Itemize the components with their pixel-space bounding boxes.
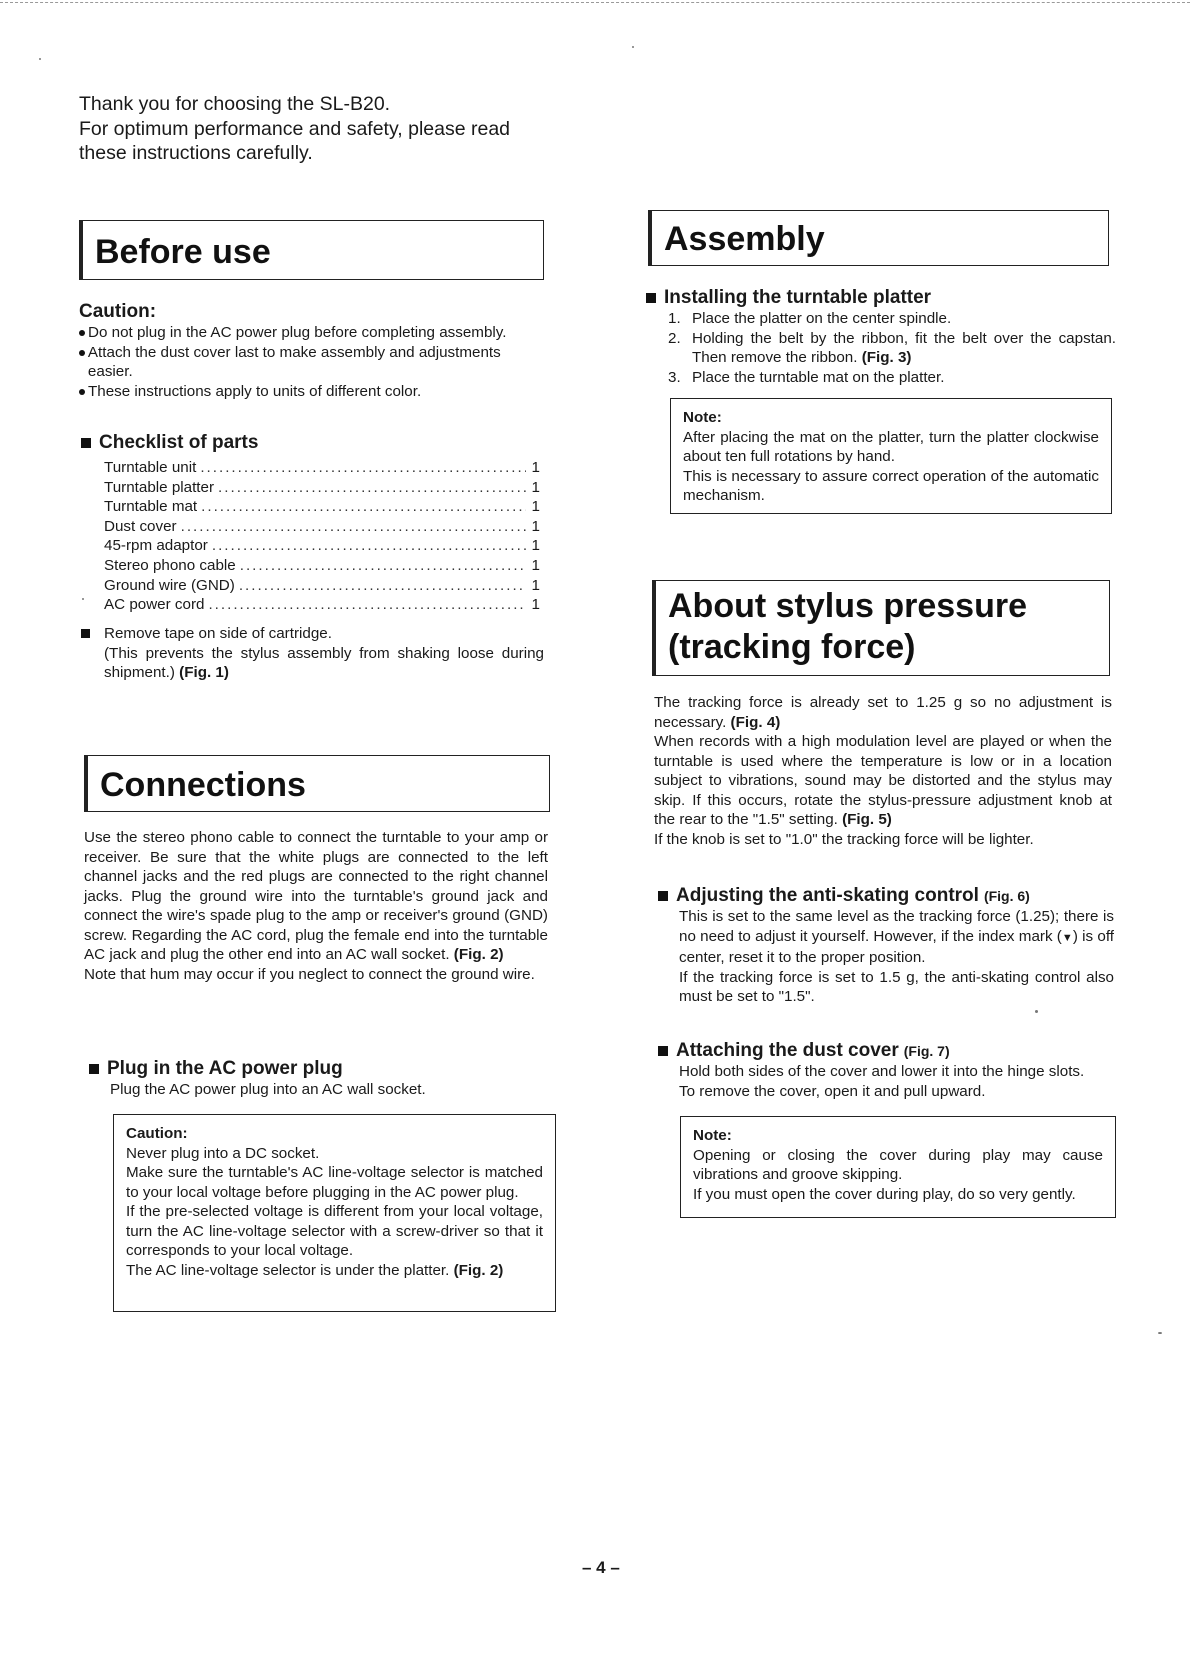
note-title: Note: bbox=[693, 1127, 732, 1144]
checklist-item-name: Ground wire (GND) bbox=[104, 576, 235, 594]
square-bullet-icon bbox=[81, 438, 91, 448]
leader-dots bbox=[218, 478, 526, 498]
note-line: After placing the mat on the platter, turn the platter clockwise about ten full rotations by hand. bbox=[683, 428, 1099, 465]
checklist-item bbox=[104, 595, 540, 615]
checklist-item-qty: 1 bbox=[531, 498, 540, 516]
intro bbox=[79, 92, 559, 166]
step: 2. Holding the belt by the ribbon, fit the belt over the capstan. Then remove the ribbon. (Fig. 3) bbox=[668, 329, 1116, 366]
checklist-item-name: Turntable unit bbox=[104, 459, 197, 476]
plug-text: Plug the AC power plug into an AC wall socket. bbox=[110, 1081, 426, 1098]
fig-ref: (Fig. 3) bbox=[861, 349, 912, 366]
fig-ref: (Fig. 2) bbox=[453, 946, 504, 963]
square-bullet-icon bbox=[658, 1046, 668, 1056]
intro-line: these instructions carefully. bbox=[79, 142, 313, 164]
fig-ref: (Fig. 5) bbox=[842, 811, 892, 828]
bullet-dot-icon bbox=[79, 389, 85, 395]
caution-title: Caution: bbox=[79, 301, 157, 322]
checklist-item-qty: 1 bbox=[531, 537, 540, 555]
step: 3. Place the turntable mat on the platter. bbox=[668, 368, 945, 386]
platter-title: Installing the turntable platter bbox=[646, 287, 1116, 309]
caution-line: The AC line-voltage selector is under the platter. bbox=[126, 1261, 450, 1279]
checklist-item-name: AC power cord bbox=[104, 596, 205, 614]
checklist-item bbox=[104, 458, 540, 478]
platter-steps bbox=[646, 309, 1116, 387]
plug-title: Plug in the AC power plug bbox=[89, 1058, 549, 1080]
stylus-para: The tracking force is already set to 1.25 g so no adjustment is necessary. bbox=[654, 694, 1112, 731]
stylus-text bbox=[654, 693, 1112, 849]
checklist bbox=[104, 458, 540, 615]
before-use-caution bbox=[79, 301, 544, 401]
stylus-title: About stylus pressure (tracking force) bbox=[668, 587, 1027, 666]
checklist-item bbox=[104, 556, 540, 576]
square-bullet-icon bbox=[81, 629, 90, 638]
checklist-item-name: Dust cover bbox=[104, 517, 177, 535]
checklist-item-qty: 1 bbox=[531, 556, 540, 574]
scan-speck bbox=[1158, 1332, 1162, 1334]
leader-dots bbox=[201, 497, 526, 517]
tape-note bbox=[81, 624, 544, 683]
checklist-item bbox=[104, 536, 540, 556]
stylus-para: When records with a high modulation level are played or when the turntable is used where the temperature is low or in a location subject to vibrations, sound may be distorted and the stylus may skip. If this occurs, rotate the stylus-pressure adjustment knob at the rear to the "1.5" setting. bbox=[654, 733, 1112, 828]
assembly-title: Assembly bbox=[664, 220, 825, 258]
dust-cover-line: Hold both sides of the cover and lower it into the hinge slots. bbox=[679, 1063, 1085, 1080]
fig-ref: (Fig. 1) bbox=[179, 664, 229, 681]
note-line: This is necessary to assure correct operation of the automatic mechanism. bbox=[683, 467, 1099, 504]
checklist-item-qty: 1 bbox=[531, 517, 540, 535]
caution-line: If the pre-selected voltage is different from your local voltage, turn the AC line-voltage selector with a screw-driver so that it corresponds to your local voltage. bbox=[126, 1203, 543, 1259]
tape-text: (This prevents the stylus assembly from shaking loose during shipment.) bbox=[104, 644, 544, 681]
leader-dots bbox=[181, 517, 526, 537]
caution-item: Attach the dust cover last to make assembly and adjustments easier. bbox=[79, 343, 544, 382]
fig-ref: (Fig. 4) bbox=[730, 713, 781, 731]
connections-title: Connections bbox=[100, 766, 306, 804]
checklist-item-qty: 1 bbox=[531, 478, 540, 496]
fig-ref: (Fig. 2) bbox=[453, 1261, 504, 1279]
scan-speck bbox=[82, 598, 84, 600]
anti-skating-title: Adjusting the anti-skating control (Fig. 6) bbox=[658, 885, 1114, 907]
caution-title: Caution: bbox=[126, 1125, 188, 1142]
scan-speck bbox=[39, 58, 41, 60]
checklist-item bbox=[104, 576, 540, 596]
connections-heading bbox=[84, 755, 550, 812]
square-bullet-icon bbox=[646, 293, 656, 303]
bullet-dot-icon bbox=[79, 330, 85, 336]
caution-item: Do not plug in the AC power plug before completing assembly. bbox=[79, 323, 544, 343]
checklist-item-name: Turntable mat bbox=[104, 498, 198, 516]
assembly-note-box bbox=[670, 398, 1112, 514]
checklist-item-qty: 1 bbox=[531, 596, 540, 614]
leader-dots bbox=[208, 595, 526, 615]
note-line: If you must open the cover during play, do so very gently. bbox=[693, 1185, 1076, 1203]
anti-skating-para: If the tracking force is set to 1.5 g, the anti-skating control also must be set to "1.5". bbox=[679, 968, 1114, 1005]
checklist-item-qty: 1 bbox=[531, 576, 540, 594]
checklist-item bbox=[104, 497, 540, 517]
leader-dots bbox=[212, 536, 526, 556]
square-bullet-icon bbox=[89, 1064, 99, 1074]
caution-line: Make sure the turntable's AC line-voltage selector is matched to your local voltage before plugging in the AC power plug. bbox=[126, 1164, 543, 1201]
stylus-para: If the knob is set to "1.0" the tracking force will be lighter. bbox=[654, 830, 1034, 848]
anti-skating-section bbox=[658, 885, 1114, 1007]
note-line: Opening or closing the cover during play may cause vibrations and groove skipping. bbox=[693, 1146, 1103, 1183]
before-use-title: Before use bbox=[95, 233, 271, 271]
bullet-dot-icon bbox=[79, 350, 85, 356]
leader-dots bbox=[240, 556, 526, 576]
plug-section bbox=[89, 1058, 549, 1100]
checklist-item-name: Stereo phono cable bbox=[104, 556, 236, 574]
page-number: – 4 – bbox=[582, 1558, 620, 1577]
anti-skating-para: This is set to the same level as the tracking force (1.25); there is no need to adjust it yourself. However, if the index mark (▼) is off center, reset it to the proper position. bbox=[679, 908, 1114, 966]
index-mark-icon: ▼ bbox=[1061, 931, 1073, 944]
before-use-heading bbox=[79, 220, 544, 280]
checklist-item-name: Turntable platter bbox=[104, 478, 215, 496]
checklist-item-qty: 1 bbox=[531, 459, 540, 476]
connections-para: Note that hum may occur if you neglect to connect the ground wire. bbox=[84, 965, 535, 983]
intro-line: Thank you for choosing the SL-B20. bbox=[79, 93, 391, 115]
connections-text bbox=[84, 828, 548, 984]
note-title: Note: bbox=[683, 409, 722, 426]
caution-item: These instructions apply to units of different color. bbox=[79, 382, 544, 402]
step: 1. Place the platter on the center spindle. bbox=[668, 310, 952, 327]
checklist-item bbox=[104, 478, 540, 498]
checklist-item-name: 45-rpm adaptor bbox=[104, 537, 208, 555]
intro-line: For optimum performance and safety, please read bbox=[79, 117, 511, 140]
scan-speck bbox=[632, 46, 634, 48]
square-bullet-icon bbox=[658, 891, 668, 901]
dust-cover-section bbox=[658, 1040, 1114, 1101]
connections-para: Use the stereo phono cable to connect the turntable to your amp or receiver. Be sure that the white plugs are connected to the left channel jacks and the red plugs are connected to the right channel jacks. Plug the ground wire into the turntable's ground jack and connect the wire's spade plug to the amp or receiver's ground (GND) screw. Regarding the AC cord, plug the female end into the turntable AC jack and plug the other end into an AC wall socket. bbox=[84, 829, 548, 963]
platter-section bbox=[646, 287, 1116, 387]
scan-speck bbox=[1035, 1010, 1038, 1013]
dust-cover-note-box bbox=[680, 1116, 1116, 1218]
leader-dots bbox=[200, 458, 526, 478]
checklist-title: Checklist of parts bbox=[81, 432, 546, 454]
caution-line: Never plug into a DC socket. bbox=[126, 1144, 320, 1162]
stylus-heading bbox=[652, 580, 1110, 676]
dust-cover-title: Attaching the dust cover (Fig. 7) bbox=[658, 1040, 1114, 1062]
dust-cover-line: To remove the cover, open it and pull upward. bbox=[679, 1082, 986, 1100]
top-edge-line bbox=[0, 2, 1190, 3]
tape-title: Remove tape on side of cartridge. bbox=[104, 625, 332, 642]
checklist-item bbox=[104, 517, 540, 537]
leader-dots bbox=[239, 576, 526, 596]
checklist-section bbox=[81, 432, 546, 454]
assembly-heading bbox=[648, 210, 1109, 266]
connections-caution-box bbox=[113, 1114, 556, 1312]
